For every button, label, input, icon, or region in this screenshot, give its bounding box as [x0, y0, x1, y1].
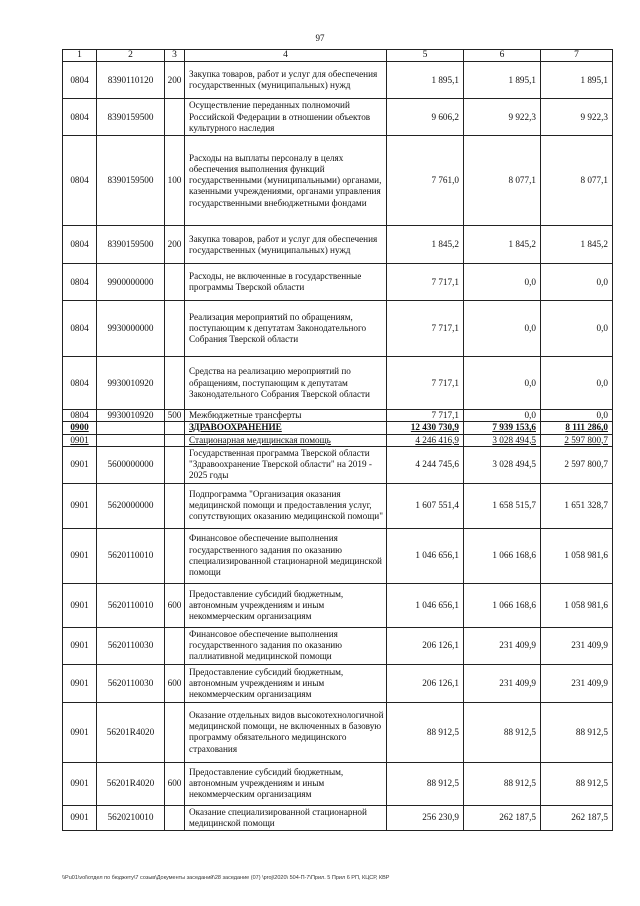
table-row	[63, 762, 613, 805]
item-name: Расходы на выплаты персоналу в целях обеспечения выполнения функций государственными (муниципальными) органами, казенными учреждениями, органами управления государственными внебюджетными фондами	[185, 136, 387, 226]
table-row	[63, 528, 613, 583]
value-year-2: 0,0	[464, 410, 541, 422]
expense-type	[165, 99, 185, 136]
expense-type	[165, 301, 185, 357]
table-row	[63, 357, 613, 410]
expense-type	[165, 446, 185, 483]
column-header: 5	[387, 50, 464, 62]
value-year-2: 7 939 153,6	[464, 422, 541, 434]
value-year-1: 206 126,1	[387, 664, 464, 702]
value-year-2: 1 895,1	[464, 62, 541, 99]
value-year-2: 9 922,3	[464, 99, 541, 136]
value-year-2: 3 028 494,5	[464, 446, 541, 483]
section-code: 0804	[63, 62, 97, 99]
item-name: Финансовое обеспечение выполнения государственного задания по оказанию специализированной стационарной медицинской помощи	[185, 528, 387, 583]
value-year-2: 88 912,5	[464, 762, 541, 805]
table-row	[63, 805, 613, 830]
table-row	[63, 62, 613, 99]
value-year-2: 0,0	[464, 264, 541, 301]
section-code: 0901	[63, 483, 97, 528]
value-year-1: 1 607 551,4	[387, 483, 464, 528]
value-year-2: 0,0	[464, 301, 541, 357]
table-row	[63, 99, 613, 136]
item-name: ЗДРАВООХРАНЕНИЕ	[185, 422, 387, 434]
item-name: Межбюджетные трансферты	[185, 410, 387, 422]
value-year-3: 8 077,1	[541, 136, 613, 226]
table-row	[63, 422, 613, 434]
target-code: 8390110120	[97, 62, 165, 99]
target-code: 9930010920	[97, 357, 165, 410]
value-year-2: 0,0	[464, 357, 541, 410]
section-code: 0901	[63, 702, 97, 762]
column-header: 7	[541, 50, 613, 62]
value-year-2: 88 912,5	[464, 702, 541, 762]
expense-type	[165, 702, 185, 762]
budget-table	[62, 49, 613, 831]
target-code: 5620110010	[97, 583, 165, 627]
value-year-1: 9 606,2	[387, 99, 464, 136]
section-code: 0901	[63, 446, 97, 483]
value-year-1: 88 912,5	[387, 702, 464, 762]
value-year-2: 1 066 168,6	[464, 583, 541, 627]
value-year-1: 1 046 656,1	[387, 528, 464, 583]
value-year-1: 4 244 745,6	[387, 446, 464, 483]
item-name: Закупка товаров, работ и услуг для обеспечения государственных (муниципальных) нужд	[185, 62, 387, 99]
value-year-1: 4 246 416,9	[387, 434, 464, 446]
expense-type: 500	[165, 410, 185, 422]
table-row	[63, 301, 613, 357]
value-year-3: 2 597 800,7	[541, 434, 613, 446]
expense-type	[165, 357, 185, 410]
value-year-3: 1 058 981,6	[541, 528, 613, 583]
expense-type	[165, 264, 185, 301]
table-row	[63, 483, 613, 528]
item-name: Реализация мероприятий по обращениям, поступающим к депутатам Законодательного Собрания Тверской области	[185, 301, 387, 357]
target-code: 8390159500	[97, 99, 165, 136]
value-year-3: 0,0	[541, 264, 613, 301]
value-year-2: 1 658 515,7	[464, 483, 541, 528]
section-code: 0804	[63, 357, 97, 410]
value-year-1: 7 717,1	[387, 410, 464, 422]
target-code: 9930000000	[97, 301, 165, 357]
section-code: 0804	[63, 136, 97, 226]
value-year-2: 231 409,9	[464, 664, 541, 702]
column-header: 2	[97, 50, 165, 62]
target-code: 5620000000	[97, 483, 165, 528]
target-code: 5620110030	[97, 664, 165, 702]
section-code: 0804	[63, 301, 97, 357]
item-name: Оказание отдельных видов высокотехнологичной медицинской помощи, не включенных в базовую программу обязательного медицинского страхования	[185, 702, 387, 762]
value-year-3: 88 912,5	[541, 702, 613, 762]
section-code: 0804	[63, 99, 97, 136]
value-year-3: 1 058 981,6	[541, 583, 613, 627]
item-name: Расходы, не включенные в государственные программы Тверской области	[185, 264, 387, 301]
expense-type: 600	[165, 583, 185, 627]
value-year-2: 8 077,1	[464, 136, 541, 226]
expense-type: 100	[165, 136, 185, 226]
expense-type: 600	[165, 762, 185, 805]
section-code: 0900	[63, 422, 97, 434]
value-year-1: 1 046 656,1	[387, 583, 464, 627]
expense-type	[165, 434, 185, 446]
target-code: 8390159500	[97, 136, 165, 226]
target-code: 56201R4020	[97, 762, 165, 805]
item-name: Средства на реализацию мероприятий по обращениям, поступающим к депутатам Законодательного Собрания Тверской области	[185, 357, 387, 410]
section-code: 0901	[63, 664, 97, 702]
value-year-3: 231 409,9	[541, 627, 613, 664]
section-code: 0901	[63, 762, 97, 805]
value-year-1: 256 230,9	[387, 805, 464, 830]
file-path-footer: \\Pu01\vol\отдел по бюджету\7 созыв\Документы заседаний\28 заседание (07) \proj\2020\ 504-П-7\Прил. 5 Прил 6 РП, КЦСР, КВР	[62, 875, 390, 881]
section-code: 0804	[63, 410, 97, 422]
target-code: 5600000000	[97, 446, 165, 483]
item-name: Стационарная медицинская помощь	[185, 434, 387, 446]
table-row	[63, 434, 613, 446]
expense-type	[165, 422, 185, 434]
value-year-3: 8 111 286,0	[541, 422, 613, 434]
expense-type	[165, 805, 185, 830]
target-code: 5620110030	[97, 627, 165, 664]
header-row	[63, 50, 613, 62]
value-year-1: 7 761,0	[387, 136, 464, 226]
value-year-1: 12 430 730,9	[387, 422, 464, 434]
value-year-2: 3 028 494,5	[464, 434, 541, 446]
section-code: 0804	[63, 226, 97, 264]
value-year-3: 1 651 328,7	[541, 483, 613, 528]
item-name: Подпрограмма "Организация оказания медицинской помощи и предоставления услуг, сопутствующих оказанию медицинской помощи"	[185, 483, 387, 528]
section-code: 0901	[63, 627, 97, 664]
value-year-1: 1 895,1	[387, 62, 464, 99]
item-name: Предоставление субсидий бюджетным, автономным учреждениям и иным некоммерческим организациям	[185, 664, 387, 702]
value-year-1: 7 717,1	[387, 264, 464, 301]
expense-type	[165, 627, 185, 664]
target-code: 56201R4020	[97, 702, 165, 762]
expense-type: 600	[165, 664, 185, 702]
value-year-3: 9 922,3	[541, 99, 613, 136]
value-year-3: 2 597 800,7	[541, 446, 613, 483]
table-row	[63, 583, 613, 627]
table-row	[63, 410, 613, 422]
value-year-3: 88 912,5	[541, 762, 613, 805]
table-row	[63, 446, 613, 483]
value-year-1: 7 717,1	[387, 301, 464, 357]
target-code: 9930010920	[97, 410, 165, 422]
table-row	[63, 664, 613, 702]
section-code: 0901	[63, 805, 97, 830]
table-row	[63, 264, 613, 301]
expense-type	[165, 528, 185, 583]
item-name: Государственная программа Тверской области "Здравоохранение Тверской области" на 2019 - 2025 годы	[185, 446, 387, 483]
page-number: 97	[315, 33, 325, 43]
expense-type	[165, 483, 185, 528]
value-year-3: 231 409,9	[541, 664, 613, 702]
value-year-1: 206 126,1	[387, 627, 464, 664]
value-year-1: 88 912,5	[387, 762, 464, 805]
value-year-3: 0,0	[541, 410, 613, 422]
value-year-3: 0,0	[541, 357, 613, 410]
target-code	[97, 422, 165, 434]
column-header: 6	[464, 50, 541, 62]
table-row	[63, 702, 613, 762]
value-year-3: 0,0	[541, 301, 613, 357]
value-year-1: 1 845,2	[387, 226, 464, 264]
item-name: Финансовое обеспечение выполнения государственного задания по оказанию паллиативной медицинской помощи	[185, 627, 387, 664]
target-code	[97, 434, 165, 446]
value-year-2: 1 066 168,6	[464, 528, 541, 583]
table-row	[63, 136, 613, 226]
target-code: 5620210010	[97, 805, 165, 830]
table-row	[63, 627, 613, 664]
value-year-3: 1 845,2	[541, 226, 613, 264]
value-year-2: 262 187,5	[464, 805, 541, 830]
value-year-3: 262 187,5	[541, 805, 613, 830]
target-code: 9900000000	[97, 264, 165, 301]
value-year-3: 1 895,1	[541, 62, 613, 99]
target-code: 5620110010	[97, 528, 165, 583]
column-header: 1	[63, 50, 97, 62]
item-name: Осуществление переданных полномочий Российской Федерации в отношении объектов культурного наследия	[185, 99, 387, 136]
item-name: Оказание специализированной стационарной медицинской помощи	[185, 805, 387, 830]
expense-type: 200	[165, 226, 185, 264]
column-header: 4	[185, 50, 387, 62]
section-code: 0804	[63, 264, 97, 301]
section-code: 0901	[63, 434, 97, 446]
section-code: 0901	[63, 583, 97, 627]
value-year-2: 231 409,9	[464, 627, 541, 664]
item-name: Предоставление субсидий бюджетным, автономным учреждениям и иным некоммерческим организациям	[185, 583, 387, 627]
value-year-2: 1 845,2	[464, 226, 541, 264]
section-code: 0901	[63, 528, 97, 583]
column-header: 3	[165, 50, 185, 62]
item-name: Предоставление субсидий бюджетным, автономным учреждениям и иным некоммерческим организациям	[185, 762, 387, 805]
target-code: 8390159500	[97, 226, 165, 264]
table-row	[63, 226, 613, 264]
expense-type: 200	[165, 62, 185, 99]
value-year-1: 7 717,1	[387, 357, 464, 410]
item-name: Закупка товаров, работ и услуг для обеспечения государственных (муниципальных) нужд	[185, 226, 387, 264]
